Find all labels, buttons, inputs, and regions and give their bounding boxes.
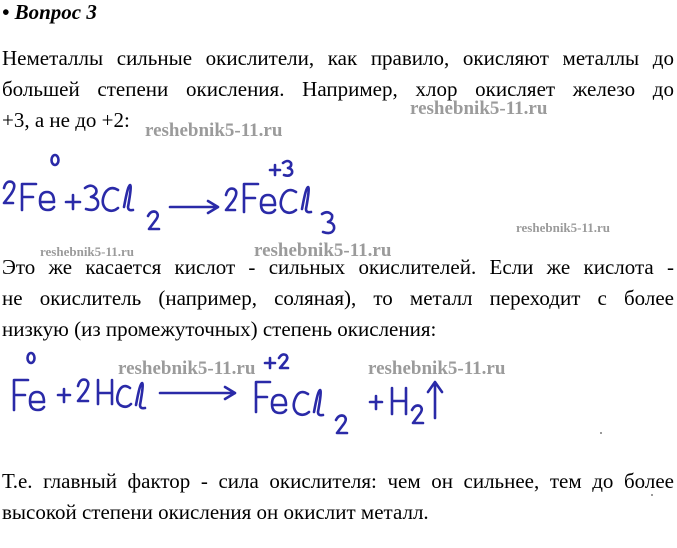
paragraph-1-line-3: +3, а не до +2: <box>2 108 130 132</box>
scan-speck <box>651 494 653 496</box>
scan-speck <box>600 432 602 434</box>
paragraph-2-line-3: низкую (из промежуточных) степень окисления: <box>2 317 437 341</box>
paragraph-1-line-1: Неметаллы сильные окислители, как правило, окисляют металлы до <box>2 46 674 70</box>
equation-2-handwritten <box>0 350 677 440</box>
paragraph-1 <box>2 43 674 136</box>
paragraph-2-line-2: не окислитель (например, соляная), то металл переходит с более <box>2 286 674 310</box>
watermark: reshebnik5-11.ru <box>40 244 135 259</box>
watermark: reshebnik5-11.ru <box>368 358 506 379</box>
watermark: reshebnik5-11.ru <box>410 98 548 119</box>
paragraph-3-line-2: высокой степени окисления он окислит металл. <box>2 500 429 524</box>
watermark: reshebnik5-11.ru <box>254 240 392 261</box>
paragraph-1-line-2: большей степени окисления. Например, хлор окисляет железо до <box>2 77 674 101</box>
paragraph-3-line-1: Т.е. главный фактор - сила окислителя: чем он сильнее, тем до более <box>2 469 674 493</box>
equation-1-oxidation-zero-mark <box>52 155 59 165</box>
watermark: reshebnik5-11.ru <box>145 120 283 141</box>
paragraph-2 <box>2 252 674 345</box>
watermark: reshebnik5-11.ru <box>516 220 611 235</box>
paragraph-3 <box>2 466 674 528</box>
paragraph-2-line-1: Это же касается кислот - сильных окислителей. Если же кислота - <box>2 255 674 279</box>
question-heading: • Вопрос 3 <box>2 0 97 24</box>
watermark: reshebnik5-11.ru <box>118 358 256 379</box>
